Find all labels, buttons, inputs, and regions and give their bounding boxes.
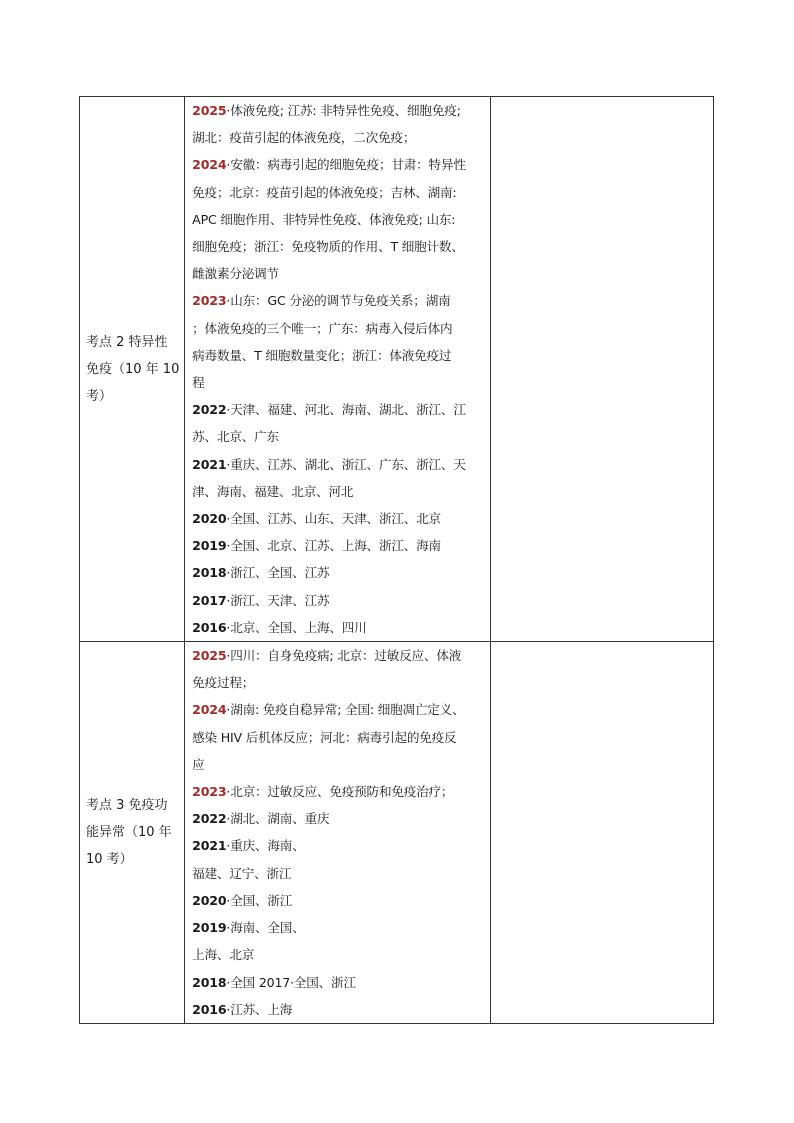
year-entry [192, 614, 486, 641]
exam-year: 2019 [192, 920, 227, 936]
exam-year: 2016 [192, 619, 227, 635]
entry-text: ·湖南: 免疫自稳异常; 全国: 细胞凋亡定义、 [226, 702, 465, 718]
entry-line [192, 642, 486, 669]
entry-text: ·海南、全国、 [226, 920, 305, 936]
entry-line [192, 423, 486, 450]
entry-line [192, 478, 486, 505]
exam-year-list [185, 97, 490, 642]
exam-topic-table [79, 96, 714, 1024]
entry-text: ·安徽：病毒引起的细胞免疫；甘肃：特异性 [226, 157, 466, 173]
entry-line [192, 287, 486, 314]
entry-text: 湖北：疫苗引起的体液免疫，二次免疫； [192, 130, 416, 146]
entry-line [192, 941, 486, 968]
entry-text: ·北京：过敏反应、免疫预防和免疫治疗； [226, 784, 454, 800]
entry-text: 免疫过程； [192, 675, 255, 691]
entry-line [192, 97, 486, 124]
entry-line [192, 832, 486, 859]
exam-year: 2019 [192, 538, 227, 554]
exam-year: 2017 [192, 592, 227, 608]
exam-year: 2020 [192, 511, 227, 527]
entry-text: ·体液免疫; 江苏: 非特异性免疫、细胞免疫; [226, 103, 461, 118]
year-entry [192, 642, 486, 696]
year-entry [192, 151, 486, 287]
exam-year: 2021 [192, 838, 227, 854]
entry-text: ·山东：GC 分泌的调节与免疫关系；湖南 [226, 293, 451, 309]
entry-line [192, 696, 486, 723]
exam-year: 2024 [192, 702, 227, 718]
year-entry [192, 887, 486, 914]
exam-year: 2022 [192, 402, 227, 418]
year-entry [192, 696, 486, 778]
entry-line [192, 914, 486, 941]
entry-text: ·浙江、全国、江苏 [226, 565, 330, 581]
entry-text: 上海、北京 [192, 947, 255, 963]
entry-text: 应 [192, 756, 205, 772]
topic-label-line: 能异常（10 年 [86, 825, 172, 841]
entry-line [192, 532, 486, 559]
entry-text: ·重庆、江苏、湖北、浙江、广东、浙江、天 [226, 456, 466, 472]
notes-cell-empty [490, 97, 713, 642]
entry-line [192, 260, 486, 287]
entry-text: 雌激素分泌调节 [192, 266, 279, 282]
entry-line [192, 587, 486, 614]
year-entry [192, 969, 486, 996]
entry-line [192, 315, 486, 342]
entry-line [192, 724, 486, 751]
entry-line [192, 860, 486, 887]
entry-line [192, 669, 486, 696]
entry-text: ·四川：自身免疫病; 北京：过敏反应、体液 [226, 648, 462, 664]
exam-year: 2025 [192, 648, 227, 664]
entry-text: ·江苏、上海 [226, 1001, 293, 1017]
entry-text: ·浙江、天津、江苏 [226, 592, 330, 608]
topic-label-line: 10 考） [86, 852, 133, 868]
table-body [80, 97, 714, 1024]
exam-year: 2023 [192, 293, 227, 309]
entry-text: ·全国、北京、江苏、上海、浙江、海南 [226, 538, 441, 554]
topic-row [80, 642, 714, 1024]
entry-line [192, 751, 486, 778]
exam-year: 2021 [192, 456, 227, 472]
topic-cell [80, 97, 185, 642]
exam-year-list [185, 642, 490, 1024]
entry-line [192, 369, 486, 396]
year-entry [192, 451, 486, 505]
year-entry [192, 505, 486, 532]
year-entry [192, 559, 486, 586]
entry-text: 程 [192, 375, 205, 391]
entry-line [192, 206, 486, 233]
entry-text: ；体液免疫的三个唯一；广东：病毒入侵后体内 [192, 320, 453, 336]
exam-year: 2018 [192, 565, 227, 581]
entry-text: ·天津、福建、河北、海南、湖北、浙江、江 [226, 402, 466, 418]
year-entry [192, 914, 486, 968]
exam-year: 2023 [192, 784, 227, 800]
notes-cell-empty [490, 642, 713, 1024]
topic-label-line: 考点 2 特异性 [86, 334, 168, 350]
entry-text: 津、海南、福建、北京、河北 [192, 483, 354, 499]
year-entry [192, 287, 486, 396]
year-entry [192, 532, 486, 559]
entry-line [192, 124, 486, 151]
entry-line [192, 614, 486, 641]
entry-text: ·北京、全国、上海、四川 [226, 619, 367, 635]
entry-text: 免疫；北京：疫苗引起的体液免疫；吉林、湖南: [192, 184, 457, 200]
entry-line [192, 505, 486, 532]
entry-line [192, 179, 486, 206]
entry-line [192, 451, 486, 478]
entry-text: ·重庆、海南、 [226, 838, 305, 854]
year-entry [192, 778, 486, 805]
entry-line [192, 396, 486, 423]
exam-year: 2024 [192, 157, 227, 173]
topic-label-line: 考点 3 免疫功 [86, 798, 168, 814]
year-entry [192, 587, 486, 614]
entry-text: ·全国、江苏、山东、天津、浙江、北京 [226, 511, 441, 527]
entry-line [192, 805, 486, 832]
entry-line [192, 969, 486, 996]
entry-text: ·全国 2017·全国、浙江 [226, 974, 356, 990]
entry-text: 福建、辽宁、浙江 [192, 865, 292, 881]
entry-text: ·湖北、湖南、重庆 [226, 811, 330, 827]
entry-line [192, 151, 486, 178]
year-entry [192, 97, 486, 151]
year-entry [192, 996, 486, 1023]
entry-text: APC 细胞作用、非特异性免疫、体液免疫; 山东: [192, 211, 456, 227]
exam-year: 2025 [192, 103, 227, 118]
exam-year: 2022 [192, 811, 227, 827]
entry-line [192, 996, 486, 1023]
entry-line [192, 887, 486, 914]
year-entry [192, 832, 486, 886]
topic-cell [80, 642, 185, 1024]
entry-text: ·全国、浙江 [226, 892, 293, 908]
topic-label-line: 考） [86, 388, 113, 404]
topic-label-line: 免疫（10 年 10 [86, 361, 180, 377]
entry-line [192, 778, 486, 805]
entry-line [192, 559, 486, 586]
year-entry [192, 805, 486, 832]
entry-line [192, 233, 486, 260]
entry-text: 细胞免疫；浙江：免疫物质的作用、T 细胞计数、 [192, 239, 464, 255]
year-entry [192, 396, 486, 450]
entry-text: 病毒数量、T 细胞数量变化；浙江：体液免疫过 [192, 347, 452, 363]
entry-text: 感染 HIV 后机体反应；河北：病毒引起的免疫反 [192, 729, 457, 745]
exam-year: 2016 [192, 1001, 227, 1017]
entry-text: 苏、北京、广东 [192, 429, 279, 445]
exam-year: 2018 [192, 974, 227, 990]
topic-row [80, 97, 714, 642]
entry-line [192, 342, 486, 369]
exam-year: 2020 [192, 892, 227, 908]
